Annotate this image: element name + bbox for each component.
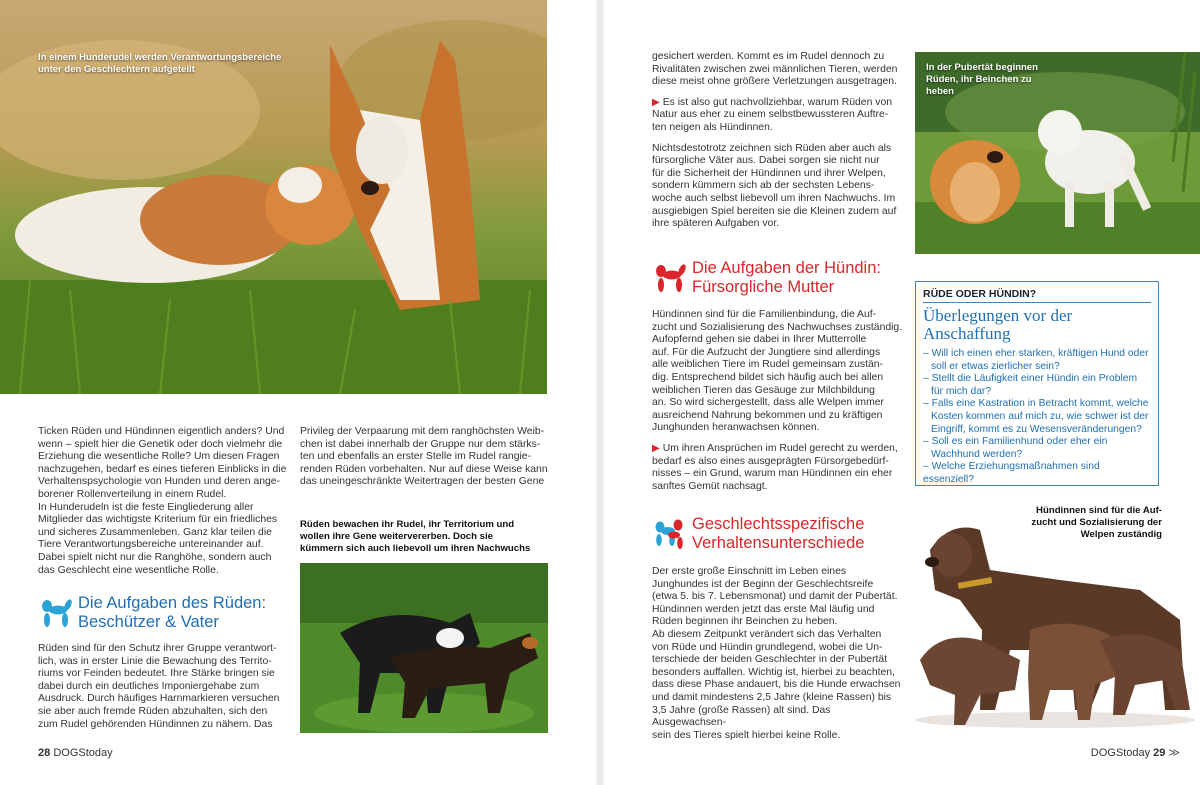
list-item — [923, 461, 1151, 486]
question-line: – Stellt die Läufigkeit einer Hündin ein Problem — [923, 373, 1138, 385]
right-column-3 — [652, 51, 906, 237]
hero-caption-line: unter den Geschlechtern aufgeteilt — [38, 64, 195, 75]
heading-line: Beschützer & Vater — [78, 613, 219, 631]
caption-line: Rüden bewachen ihr Rudel, ihr Territorium und — [300, 519, 515, 530]
text-line: Junghunden heranwachsen können. — [652, 422, 820, 434]
text-line: (etwa 5. bis 7. Lebensmonat) und damit der Pubertät. — [652, 591, 898, 603]
balloon-dog-icon — [38, 596, 72, 630]
red-arrow-icon: ▶ — [652, 442, 660, 454]
text-line: zum Rudel gehörenden Hündinnen zu nähern. Das — [38, 718, 273, 730]
page-number: 28 — [38, 747, 51, 759]
text-line: Es ist also gut nachvollziehbar, warum Rüden von — [662, 96, 892, 108]
text-line: an. So wird sichergestellt, dass alle Welpen immer — [652, 397, 884, 409]
list-item — [923, 398, 1151, 436]
page-number: 29 — [1153, 747, 1166, 759]
heading-line: Geschlechtsspezifische — [692, 515, 865, 533]
text-line: alle weiblichen Tiere im Rudel gemeinsam zustän- — [652, 359, 884, 371]
text-line: sanftes Gemüt nachsagt. — [652, 480, 768, 492]
text-line: wenn – spielt hier die Genetik oder doch vielmehr die — [38, 438, 283, 450]
question-line: Eingriff, kommt es zu Wesensveränderungen? — [931, 423, 1142, 435]
male-duties-text — [38, 643, 290, 731]
question-line: – Welche Erziehungsmaßnahmen sind essenziell? — [923, 461, 1100, 485]
text-line: und damit mindestens 2,5 Jahre (kleine Rassen) bis — [652, 691, 892, 703]
text-line: bedarf es also eines ausgeprägten Fürsorgebedürf- — [652, 455, 889, 467]
text-line: ten neigen als Hündinnen. — [652, 121, 773, 133]
text-line: borener Rollenverteilung in einem Rudel. — [38, 488, 227, 500]
magazine-name: DOGStoday — [53, 747, 113, 759]
heading-line: Die Aufgaben des Rüden: — [78, 594, 267, 612]
text-line: Aufopfernd gehen sie dabei in Ihrer Mutterrolle — [652, 334, 867, 346]
text-line: fürsorgliche Väter aus. Dabei sorgen sie nicht nur — [652, 155, 880, 167]
photo-pomeranian-and-poodle — [915, 52, 1200, 254]
text-line: Junghundes ist der Beginn der Geschlechtsreife — [652, 578, 874, 590]
photo2-caption — [1000, 505, 1162, 541]
text-line: sondern kümmern sich ab der sechsten Lebens- — [652, 180, 875, 192]
text-line: Der erste große Einschnitt im Leben eines — [652, 566, 847, 577]
text-line: Rüden sind für den Schutz ihrer Gruppe verantwort- — [38, 643, 277, 654]
text-line: das uneingeschränkte Weitertragen der besten Gene — [300, 476, 545, 488]
info-box-considerations — [915, 281, 1159, 486]
photo1-caption — [926, 62, 1086, 98]
gender-differences-text — [652, 566, 906, 742]
list-item — [923, 348, 1151, 373]
female-duties-text — [652, 309, 906, 499]
heading-gender-differences — [652, 515, 864, 553]
question-line: – Will ich einen eher starken, kräftigen Hund oder — [923, 348, 1149, 359]
text-line: ihre späteren Aufgaben vor. — [652, 218, 780, 230]
text-line: besonders auffallen. Wichtig ist, hierbei zu beachten, — [652, 666, 895, 678]
hero-photo-two-dogs — [0, 0, 547, 394]
caption-line: Welpen zuständig — [1080, 529, 1162, 540]
text-line: Ticken Rüden und Hündinnen eigentlich anders? Und — [38, 426, 285, 437]
left-folio — [38, 747, 113, 759]
question-line: Wachhund werden? — [931, 448, 1023, 460]
text-line: Hündinnen werden jetzt das erste Mal läufig und — [652, 603, 875, 615]
heading-male-duties — [38, 594, 266, 632]
text-line: ausreichend Nahrung bekommen und zu kräftigen — [652, 409, 883, 421]
text-line: nachzugehen, bedarf es eines tieferen Einblicks in die — [38, 463, 287, 475]
caption-line: Rüden, ihr Beinchen zu — [926, 74, 1032, 85]
left-column-2 — [300, 426, 550, 489]
caption-line: wollen ihre Gene weitervererben. Doch sie — [300, 531, 494, 542]
text-line: und sicheres Zusammenleben. Ganz klar teilen die — [38, 526, 272, 538]
text-line: sein des Tieres spielt hierbei keine Rolle. — [652, 729, 841, 741]
next-page-arrow-icon: ≫ — [1168, 747, 1180, 759]
question-line: – Falls eine Kastration in Betracht kommt, welche — [923, 398, 1149, 410]
caption-line: zucht und Sozialisierung der — [1031, 517, 1162, 528]
caption-line: In der Pubertät beginnen — [926, 62, 1038, 73]
text-line: zucht und Sozialisierung des Nachwuchses zuständig. — [652, 321, 903, 333]
list-item — [923, 436, 1151, 461]
text-line: dass diese Phase andauert, bis die Hunde erwachsen — [652, 679, 901, 691]
balloon-dog-icon — [652, 261, 686, 295]
text-line: chen ist dabei innerhalb der Gruppe nur dem stärks- — [300, 438, 541, 450]
text-line: das Geschlecht eine wesentliche Rolle. — [38, 564, 219, 576]
text-line: riums vor Feinden bedeutet. Ihre Stärke bringen sie — [38, 668, 275, 680]
text-line: 3,5 Jahre (große Rassen) alt sind. Das Ausgewachsen- — [652, 704, 831, 729]
text-line: dabei durch ein deutliches Imponiergehabe zum — [38, 680, 260, 692]
photo-labrador-with-puppies — [910, 510, 1200, 730]
title-line: Überlegungen vor der — [923, 306, 1073, 325]
two-balloon-dogs-icon — [652, 517, 686, 551]
text-line: weiblichen Tieren das Gesäuge zur Milchbildung — [652, 384, 875, 396]
text-line: Rüden beginnen ihr Beinchen zu heben. — [652, 616, 838, 628]
text-line: gesichert werden. Kommt es im Rudel dennoch zu — [652, 51, 885, 62]
photo-caption-guarding — [300, 519, 550, 555]
text-line: Rivalitäten zwischen zwei männlichen Tieren, werden — [652, 63, 898, 75]
hero-photo-caption — [38, 52, 281, 76]
text-line: für die Sicherheit der Hündinnen und ihrer Welpen, — [652, 167, 886, 179]
text-line: auf. Für die Aufzucht der Jungtiere sind allerdings — [652, 346, 881, 358]
heading-line: Verhaltensunterschiede — [692, 534, 865, 552]
text-line: ausgiebigen Spiel bereiten sie die Kleinen zudem auf — [652, 205, 897, 217]
red-arrow-icon: ▶ — [652, 96, 660, 108]
heading-line: Fürsorgliche Mutter — [692, 278, 835, 296]
photo-two-dogs-mounting — [300, 563, 548, 733]
text-line: Nichtsdestotrotz zeichnen sich Rüden aber auch als — [652, 142, 892, 154]
text-line: renden Rüden vorbehalten. Nur auf diese Weise kann — [300, 463, 548, 475]
hero-caption-line: In einem Hunderudel werden Verantwortungsbereiche — [38, 52, 282, 63]
text-line: Erziehung die wesentliche Rolle? Um diesen Fragen — [38, 451, 280, 463]
text-line: ten und ebenfalls an erster Stelle im Rudel rangie- — [300, 451, 532, 463]
left-column-1 — [38, 426, 290, 583]
heading-female-duties — [652, 259, 881, 297]
box-title — [923, 307, 1151, 343]
magazine-name: DOGStoday — [1090, 747, 1151, 759]
caption-line: Hündinnen sind für die Auf- — [1036, 505, 1162, 516]
page-gutter — [596, 0, 604, 785]
question-line: Kosten kommen auf mich zu, wie schwer ist der — [931, 410, 1149, 422]
text-line: Natur aus eher zu einem selbstbewussteren Auftre- — [652, 109, 889, 121]
text-line: Ausdruck. Durch häufiges Harnmarkieren versuchen — [38, 693, 280, 705]
box-kicker: RÜDE ODER HÜNDIN? — [923, 288, 1151, 303]
text-line: sie aber auch fremde Rüden abzuhalten, sich den — [38, 705, 268, 717]
text-line: Verhaltenspsychologie von Hunden und deren ange- — [38, 476, 281, 488]
text-line: Um ihren Ansprüchen im Rudel gerecht zu werden, — [662, 442, 898, 454]
question-line: – Soll es ein Familienhund oder eher ein — [923, 436, 1108, 448]
text-line: Mitglieder das wichtigste Kriterium für ein friedliches — [38, 514, 278, 526]
text-line: Ab diesem Zeitpunkt verändert sich das Verhalten — [652, 628, 882, 640]
question-list — [923, 348, 1151, 487]
text-line: terschiede der beiden Geschlechter in der Pubertät — [652, 654, 888, 666]
question-line: für mich dar? — [931, 385, 992, 397]
text-line: Hündinnen sind für die Familienbindung, die Auf- — [652, 309, 877, 320]
text-line: nisses – ein Grund, warum man Hündinnen ein eher — [652, 468, 893, 480]
caption-line: heben — [926, 86, 954, 97]
text-line: woche auch selbst liebevoll um ihren Nachwuchs. Im — [652, 192, 896, 204]
heading-line: Die Aufgaben der Hündin: — [692, 259, 881, 277]
right-folio — [1091, 746, 1180, 759]
caption-line: kümmern sich auch liebevoll um ihren Nachwuchs — [300, 543, 531, 554]
text-line: Tiere Verantwortungsbereiche untereinander auf. — [38, 539, 264, 551]
text-line: Privileg der Verpaarung mit dem ranghöchsten Weib- — [300, 426, 545, 437]
text-line: Dabei spielt nicht nur die Ranghöhe, sondern auch — [38, 551, 272, 563]
text-line: diese meist ohne größere Verletzungen ausgetragen. — [652, 76, 897, 88]
text-line: dig. Entsprechend bildet sich häufig auch bei allen — [652, 371, 884, 383]
text-line: In Hunderudeln ist die feste Eingliederung aller — [38, 501, 254, 513]
question-line: soll er etwas zierlicher sein? — [931, 360, 1060, 372]
title-line: Anschaffung — [923, 324, 1011, 343]
text-line: lich, was in erster Linie die Bewachung des Territo- — [38, 655, 272, 667]
intro-paragraph — [38, 426, 290, 577]
text-line: von Rüde und Hündin grundlegend, wobei die Un- — [652, 641, 883, 653]
list-item — [923, 373, 1151, 398]
